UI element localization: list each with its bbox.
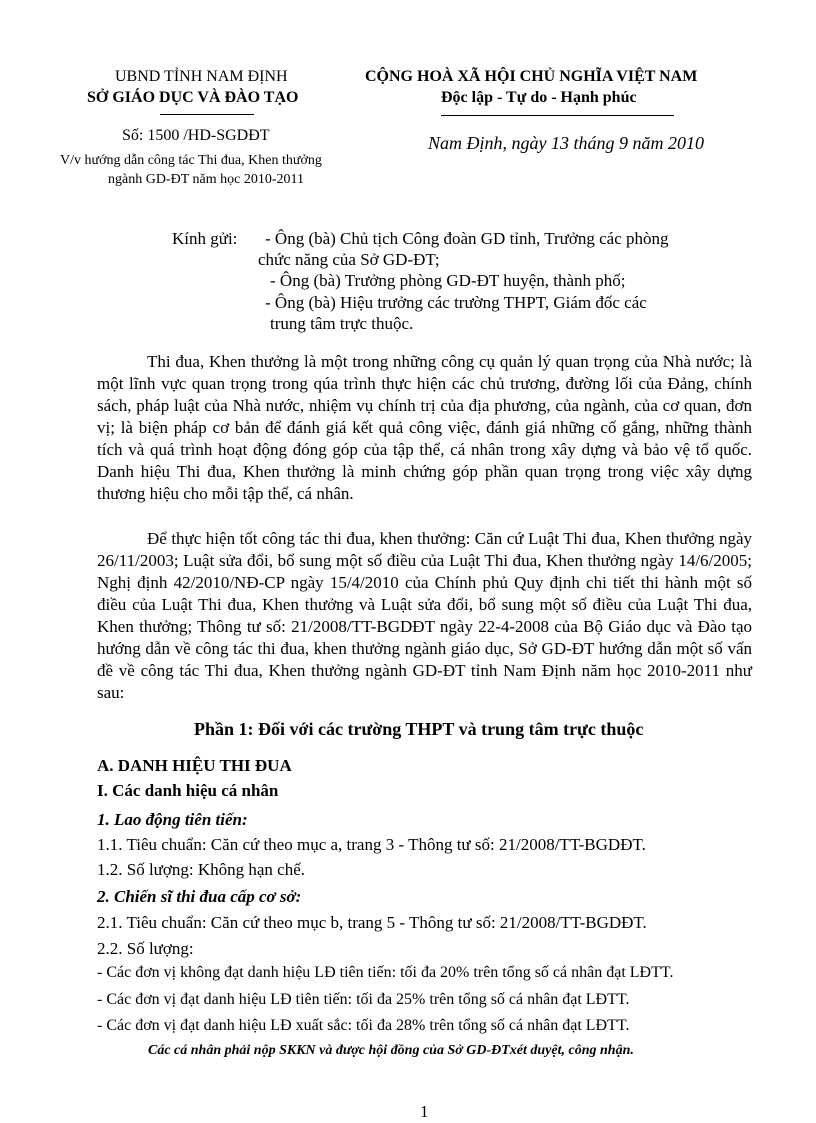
recipient-2: - Ông (bà) Trưởng phòng GD-ĐT huyện, thành phố; <box>270 271 626 290</box>
item-2-bullet-2: - Các đơn vị đạt danh hiệu LĐ tiên tiến: tối đa 25% trên tổng số cá nhân đạt LĐTT. <box>97 991 630 1008</box>
intro-paragraph-1: Thi đua, Khen thưởng là một trong những công cụ quản lý quan trọng của Nhà nước; là một lĩnh vực quan trọng trong qúa trình thực hiện các chủ trương, đường lối của Đảng, chính sách, pháp luật của Nhà nước, nhiệm vụ chính trị của địa phương, của ngành, của cơ quan, đơn vị; là biện pháp cơ bản để đánh giá kết quả công việc, đánh giá những cố gắng, những thành tích và quá trình hoạt động đóng góp của tập thể, cá nhân trong xây dựng và bảo vệ tổ quốc. Danh hiệu Thi đua, Khen thưởng là minh chứng góp phần quan trọng trong việc xây dựng thương hiệu cho mỗi tập thể, cá nhân. <box>97 352 752 503</box>
item-2-bullet-3: - Các đơn vị đạt danh hiệu LĐ xuất sắc: tối đa 28% trên tổng số cá nhân đạt LĐTT. <box>97 1017 630 1034</box>
subject-line-1: V/v hướng dẫn công tác Thi đua, Khen thưởng <box>60 153 322 168</box>
recipient-1-line-1: - Ông (bà) Chủ tịch Công đoàn GD tỉnh, Trưởng các phòng <box>265 229 669 248</box>
national-motto: Độc lập - Tự do - Hạnh phúc <box>441 89 637 106</box>
date-place: Nam Định, ngày 13 tháng 9 năm 2010 <box>428 133 704 153</box>
page-number: 1 <box>420 1102 429 1121</box>
item-1-title: 1. Lao động tiên tiến: <box>97 810 248 829</box>
item-2-1: 2.1. Tiêu chuẩn: Căn cứ theo mục b, trang 5 - Thông tư số: 21/2008/TT-BGDĐT. <box>97 913 647 932</box>
document-number: Số: 1500 /HD-SGDĐT <box>122 127 270 144</box>
item-2-title: 2. Chiến sĩ thi đua cấp cơ sở: <box>97 887 302 906</box>
header-left-underline <box>160 114 254 115</box>
section-a-heading: A. DANH HIỆU THI ĐUA <box>97 756 292 775</box>
recipient-3-line-1: - Ông (bà) Hiệu trưởng các trường THPT, Giám đốc các <box>265 293 647 312</box>
item-2-note: Các cá nhân phải nộp SKKN và được hội đồng của Sở GD-ĐTxét duyệt, công nhận. <box>148 1043 634 1058</box>
recipient-3-line-2: trung tâm trực thuộc. <box>270 314 414 333</box>
intro-paragraph-2: Để thực hiện tốt công tác thi đua, khen thưởng: Căn cứ Luật Thi đua, Khen thưởng ngày 26/11/2003; Luật sửa đổi, bổ sung một số điều của Luật Thi đua, Khen thưởng ngày 14/6/2005; Nghị định 42/2010/NĐ-CP ngày 15/4/2010 của Chính phủ Quy định chi tiết thi hành một số điều của Luật Thi đua, Khen thưởng và Luật sửa đổi, bổ sung một số điều của Luật Thi đua, Khen thưởng; Thông tư số: 21/2008/TT-BGDĐT ngày 22-4-2008 của Bộ Giáo dục và Đào tạo hướng dẫn về công tác thi đua, khen thưởng ngành giáo dục, Sở GD-ĐT hướng dẫn một số vấn đề về công tác Thi đua, Khen thưởng ngành GD-ĐT tỉnh Nam Định năm học 2010-2011 như sau: <box>97 529 752 702</box>
item-1-2: 1.2. Số lượng: Không hạn chế. <box>97 860 306 879</box>
recipients-label: Kính gửi: <box>172 229 238 248</box>
header-right-underline <box>441 115 674 116</box>
item-1-1: 1.1. Tiêu chuẩn: Căn cứ theo mục a, trang 3 - Thông tư số: 21/2008/TT-BGDĐT. <box>97 835 646 854</box>
recipient-1-line-2: chức năng của Sở GD-ĐT; <box>258 250 440 269</box>
subject-line-2: ngành GD-ĐT năm học 2010-2011 <box>108 172 304 187</box>
issuing-department: SỞ GIÁO DỤC VÀ ĐÀO TẠO <box>87 89 299 106</box>
item-2-bullet-1: - Các đơn vị không đạt danh hiệu LĐ tiên tiến: tối đa 20% trên tổng số cá nhân đạt LĐTT. <box>97 964 674 981</box>
issuing-authority: UBND TỈNH NAM ĐỊNH <box>115 68 288 85</box>
national-title: CỘNG HOÀ XÃ HỘI CHỦ NGHĨA VIỆT NAM <box>365 68 698 85</box>
item-2-2: 2.2. Số lượng: <box>97 939 194 958</box>
section-i-heading: I. Các danh hiệu cá nhân <box>97 781 279 800</box>
part-1-title: Phần 1: Đối với các trường THPT và trung tâm trực thuộc <box>194 719 644 739</box>
